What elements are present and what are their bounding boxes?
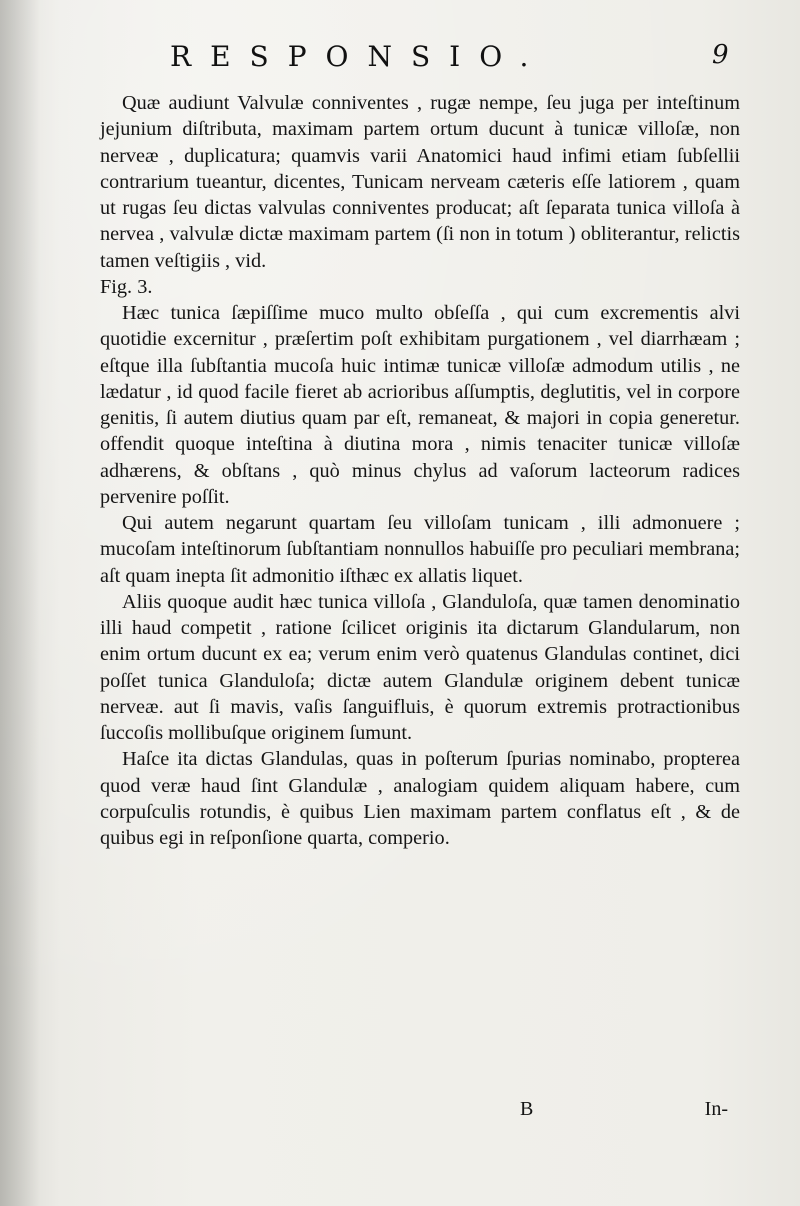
page-edge-shadow xyxy=(0,0,40,1206)
paragraph-text: Quæ audiunt Valvulæ conniventes , rugæ nempe, ſeu juga per inteſtinum jejunium diſtributa, maximam partem ortum ducunt à tunicæ villoſæ, non nerveæ , duplicatura; quamvis varii Anatomici haud infimi etiam ſubſellii contrarium tueantur, dicentes, Tunicam nerveam cæteris eſſe latiorem , quam ut rugas ſeu dictas valvulas conniventes producat; aſt ſeparata tunica villoſa à nervea , valvulæ dictæ maximam partem (ſi non in totum ) obliterantur, relictis tamen veſtigiis , vid. xyxy=(100,92,740,272)
paragraph xyxy=(100,90,740,300)
paragraph: Haſce ita dictas Glandulas, quas in poſterum ſpurias nominabo, propterea quod veræ haud ſint Glandulæ , analogiam quidem aliquam habere, cum corpuſculis rotundis, è quibus Lien maximam partem conflatus eſt , & de quibus egi in reſponſione quarta, comperio. xyxy=(100,748,740,849)
page-header xyxy=(0,40,800,80)
running-title: RESPONSIO. xyxy=(170,40,548,73)
page-footer xyxy=(100,1098,740,1126)
paragraph: Qui autem negarunt quartam ſeu villoſam tunicam , illi admonuere ; mucoſam inteſtinorum ſubſtantiam nonnullos habuiſſe pro peculiari membrana; aſt quam inepta ſit admonitio iſthæc ex allatis liquet. xyxy=(100,512,740,587)
paragraph: Hæc tunica ſæpiſſime muco multo obſeſſa , qui cum excrementis alvi quotidie excernitur , præſertim poſt exhibitam purgationem , vel diarrhæam ; eſtque illa ſubſtantia mucoſa huic intimæ tunicæ villoſæ admodum utilis , ne lædatur , id quod facile fieret ab acrioribus aſſumptis, deglutitis, vel in corpore genitis, ſi autem diutius quam par eſt, remaneat, & majori in copia generetur. offendit quoque inteſtina à diutina mora , nimis tenaciter tunicæ villoſæ adhærens, & obſtans , quò minus chylus ad vaſorum lacteorum radices pervenire poſſit. xyxy=(100,302,740,508)
page-number: 9 xyxy=(712,40,729,70)
figure-reference: Fig. 3. xyxy=(100,275,153,298)
body-text xyxy=(100,90,740,851)
signature-mark: B xyxy=(520,1098,534,1120)
catchword: In- xyxy=(704,1098,728,1120)
paragraph: Aliis quoque audit hæc tunica villoſa , Glanduloſa, quæ tamen denominatio illi haud competit , ratione ſcilicet originis ita dictarum Glandularum, non enim ortum ducunt ex ea; verum enim verò quatenus Glandulas continet, dici poſſet tunica Glanduloſa; dictæ autem Glandulæ originem debent tunicæ nerveæ. aut ſi mavis, vaſis ſanguifluis, è quorum extremis protractionibus ſuccoſis mollibuſque originem ſumunt. xyxy=(100,590,740,744)
